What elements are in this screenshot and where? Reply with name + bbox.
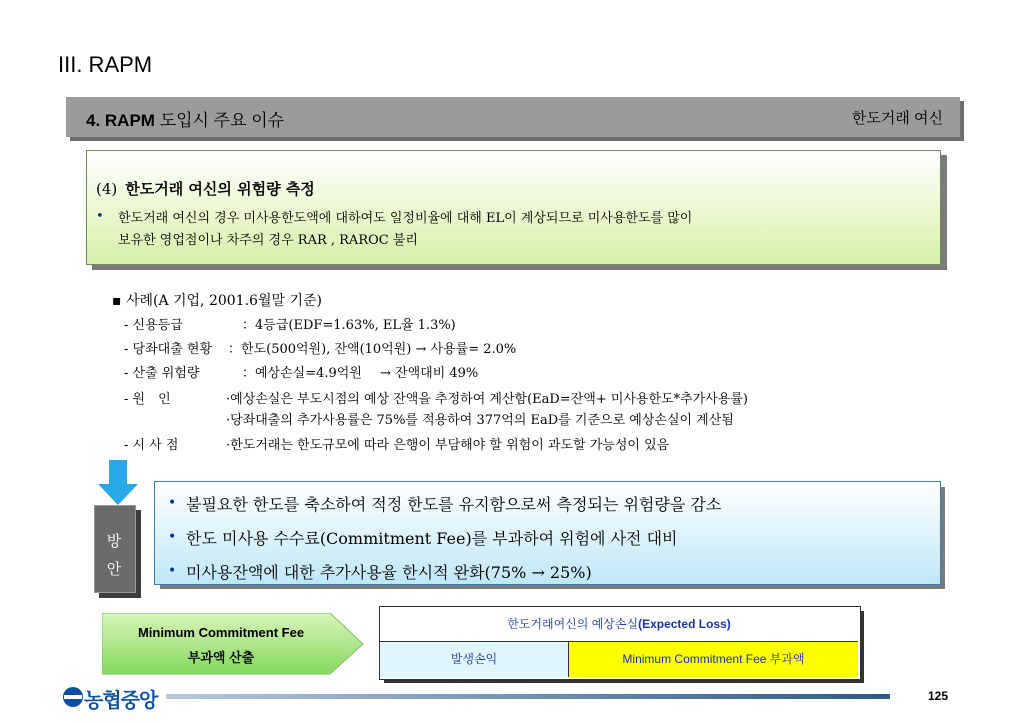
nh-logo-icon xyxy=(62,684,84,710)
case-row-implication xyxy=(124,438,669,454)
solution-item-1: 불필요한 한도를 축소하여 적정 한도를 유지함으로써 측정되는 위험량을 감소 xyxy=(186,495,722,514)
section-title-text: 도입시 주요 이슈 xyxy=(154,111,285,130)
case-row-overdraft xyxy=(124,342,516,358)
loss-table-cell-fee: Minimum Commitment Fee 부과액 xyxy=(569,642,858,677)
solution-item-2: 한도 미사용 수수료(Commitment Fee)를 부과하여 위험에 사전 대비 xyxy=(186,529,678,548)
summary-bullet-icon: • xyxy=(96,209,104,224)
section-tag: 한도거래 여신 xyxy=(851,110,943,127)
solution-bullet-icon: • xyxy=(168,529,177,545)
mcf-line-1: Minimum Commitment Fee xyxy=(137,625,305,640)
summary-heading xyxy=(96,178,315,199)
loss-table-cell-profit: 발생손익 xyxy=(380,642,569,677)
case-title: ▪ 사례(A 기업, 2001.6월말 기준) xyxy=(112,293,322,309)
solution-bullet-icon: • xyxy=(168,495,177,511)
case-label: - 시 사 점 xyxy=(124,438,179,453)
arrow-down-icon xyxy=(96,460,140,506)
case-value: ·한도거래는 한도규모에 따라 은행이 부담해야 할 위험이 과도할 가능성이 있음 xyxy=(226,438,670,453)
loss-header-kor: 한도거래여신의 예상손실 xyxy=(507,617,639,631)
loss-header-eng: (Expected Loss) xyxy=(638,617,731,631)
section-title-bold: 4. RAPM xyxy=(86,111,155,130)
case-row-credit-grade xyxy=(124,318,456,334)
case-value: ·당좌대출의 추가사용률은 75%를 적용하여 377억의 EaD를 기준으로 예상손실이 계산됨 xyxy=(226,413,734,428)
summary-line-2: 보유한 영업점이나 차주의 경우 RAR , RAROC 불리 xyxy=(118,233,418,248)
solution-label xyxy=(94,527,134,583)
case-label: - 산출 위험량 xyxy=(124,366,200,381)
section-title xyxy=(86,106,284,131)
page-title: III. RAPM xyxy=(58,52,153,77)
case-label: - 당좌대출 현황 xyxy=(124,342,213,357)
case-value-2: → 잔액대비 49% xyxy=(380,366,479,381)
loss-table-header xyxy=(380,607,858,642)
case-value: ：예상손실=4.9억원 xyxy=(242,366,362,381)
case-row-risk xyxy=(124,366,478,382)
summary-line-1: 한도거래 여신의 경우 미사용한도액에 대하여도 일정비율에 대해 EL이 계상되므로 미사용한도를 많이 xyxy=(118,211,693,226)
case-value: ：한도(500억원), 잔액(10억원) → 사용률= 2.0% xyxy=(228,342,517,357)
page-number: 125 xyxy=(928,689,949,703)
solution-label-top: 방 xyxy=(106,532,122,550)
mcf-line-2: 부과액 산출 xyxy=(187,650,255,665)
case-label: - 원 인 xyxy=(124,392,171,407)
case-label: - 신용등급 xyxy=(124,318,183,333)
solution-bullet-icon: • xyxy=(168,563,177,579)
footer-line xyxy=(166,694,890,699)
summary-heading-number: (4) xyxy=(96,180,118,198)
case-value: ·예상손실은 부도시점의 예상 잔액을 추정하여 계산함(EaD=잔액+ 미사용한도*추가사용률) xyxy=(226,392,748,407)
case-row-cause-2 xyxy=(124,413,734,429)
solution-label-bottom: 안 xyxy=(106,560,122,578)
case-value: ：4등급(EDF=1.63%, EL율 1.3%) xyxy=(242,318,456,333)
solution-item-3: 미사용잔액에 대한 추가사용율 한시적 완화(75% → 25%) xyxy=(186,563,592,582)
summary-heading-text: 한도거래 여신의 위험량 측정 xyxy=(125,180,315,198)
case-row-cause xyxy=(124,392,748,408)
logo-text: 농협중앙 xyxy=(84,690,158,712)
